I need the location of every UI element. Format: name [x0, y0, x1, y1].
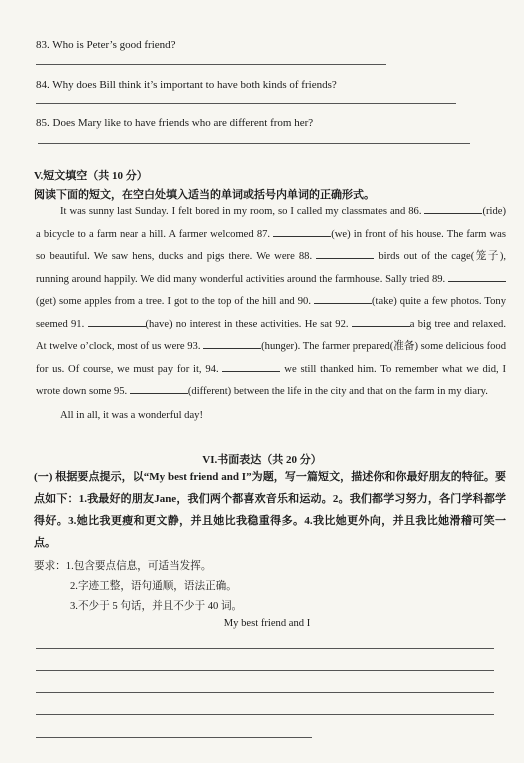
- section-6-title: VI.书面表达（共 20 分）: [202, 454, 322, 466]
- blank-91[interactable]: [88, 315, 146, 327]
- passage-text: we still thanked him. To remember what we did, I wrote down some 95.: [36, 363, 506, 397]
- blank-95[interactable]: [130, 382, 188, 394]
- writing-line-5[interactable]: [36, 737, 312, 738]
- blank-93[interactable]: [203, 337, 261, 349]
- passage-text: (get) some apples from a tree. I got to the top of the hill and 90.: [36, 296, 311, 307]
- blank-90[interactable]: [314, 292, 372, 304]
- writing-task: (一) 根据要点提示，以“My best friend and I”为题，写一篇短文，描述你和你最好朋友的特征。要点如下：1.我最好的朋友Jane，我们两个都喜欢音乐和运动。2。我们都学习努力，各门学科都学得好。3.她比我更瘦和更文静，并且她比我稳重得多。4.我比她更外向，并且我比她滑稽可笑一点。: [34, 471, 506, 549]
- blank-89[interactable]: [448, 270, 506, 282]
- blank-86[interactable]: [424, 202, 482, 214]
- passage-text: (ride) a bicycle to a farm near a hill. A farmer welcomed 87.: [36, 206, 506, 240]
- blank-94[interactable]: [222, 360, 280, 372]
- cloze-passage: [36, 201, 506, 404]
- answer-line-85[interactable]: [38, 143, 470, 144]
- question-85: 85. Does Mary like to have friends who are different from her?: [36, 117, 314, 129]
- answer-line-83[interactable]: [36, 64, 386, 65]
- writing-line-3[interactable]: [36, 692, 494, 693]
- section-5-instruction: 阅读下面的短文，在空白处填入适当的单词或括号内单词的正确形式。: [34, 189, 375, 201]
- requirement-2: 2.字迹工整，语句通顺，语法正确。: [70, 581, 237, 592]
- passage-text: birds out of the cage(笼子), running around happily. We did many wonderful activities around the farmhouse. Sally tried 89.: [36, 251, 506, 285]
- passage-closing: All in all, it was a wonderful day!: [60, 410, 203, 421]
- requirement-1: 要求：1.包含要点信息，可适当发挥。: [34, 561, 212, 572]
- passage-text: It was sunny last Sunday. I felt bored in my room, so I called my classmates and 86.: [60, 206, 422, 217]
- passage-text: (have) no interest in these activities. He sat 92.: [145, 318, 349, 330]
- answer-line-84[interactable]: [36, 103, 456, 104]
- question-84: 84. Why does Bill think it’s important to have both kinds of friends?: [36, 79, 337, 91]
- passage-text: a big tree and relaxed. At twelve o’clock, most of us were 93.: [36, 318, 506, 352]
- passage-text: (hunger). The farmer prepared(准备) some delicious food for us. Of course, we must pay for it, 94.: [36, 341, 506, 375]
- writing-line-1[interactable]: [36, 648, 494, 649]
- passage-text: (we) in front of his house. The farm was so beautiful. We saw hens, ducks and pigs there. We were 88.: [36, 228, 506, 262]
- blank-87[interactable]: [273, 225, 331, 237]
- passage-text: (take) quite a few photos. Tony seemed 91.: [36, 296, 507, 330]
- question-83: 83. Who is Peter’s good friend?: [36, 39, 176, 51]
- blank-92[interactable]: [352, 315, 410, 327]
- requirement-3: 3.不少于 5 句话，并且不少于 40 词。: [70, 601, 243, 612]
- writing-line-4[interactable]: [36, 714, 494, 715]
- passage-text: (different) between the life in the city and that on the farm in my diary.: [187, 386, 488, 397]
- blank-88[interactable]: [316, 247, 374, 259]
- writing-line-2[interactable]: [36, 670, 494, 671]
- section-5-title: V.短文填空（共 10 分）: [34, 170, 148, 182]
- writing-title: My best friend and I: [223, 618, 311, 629]
